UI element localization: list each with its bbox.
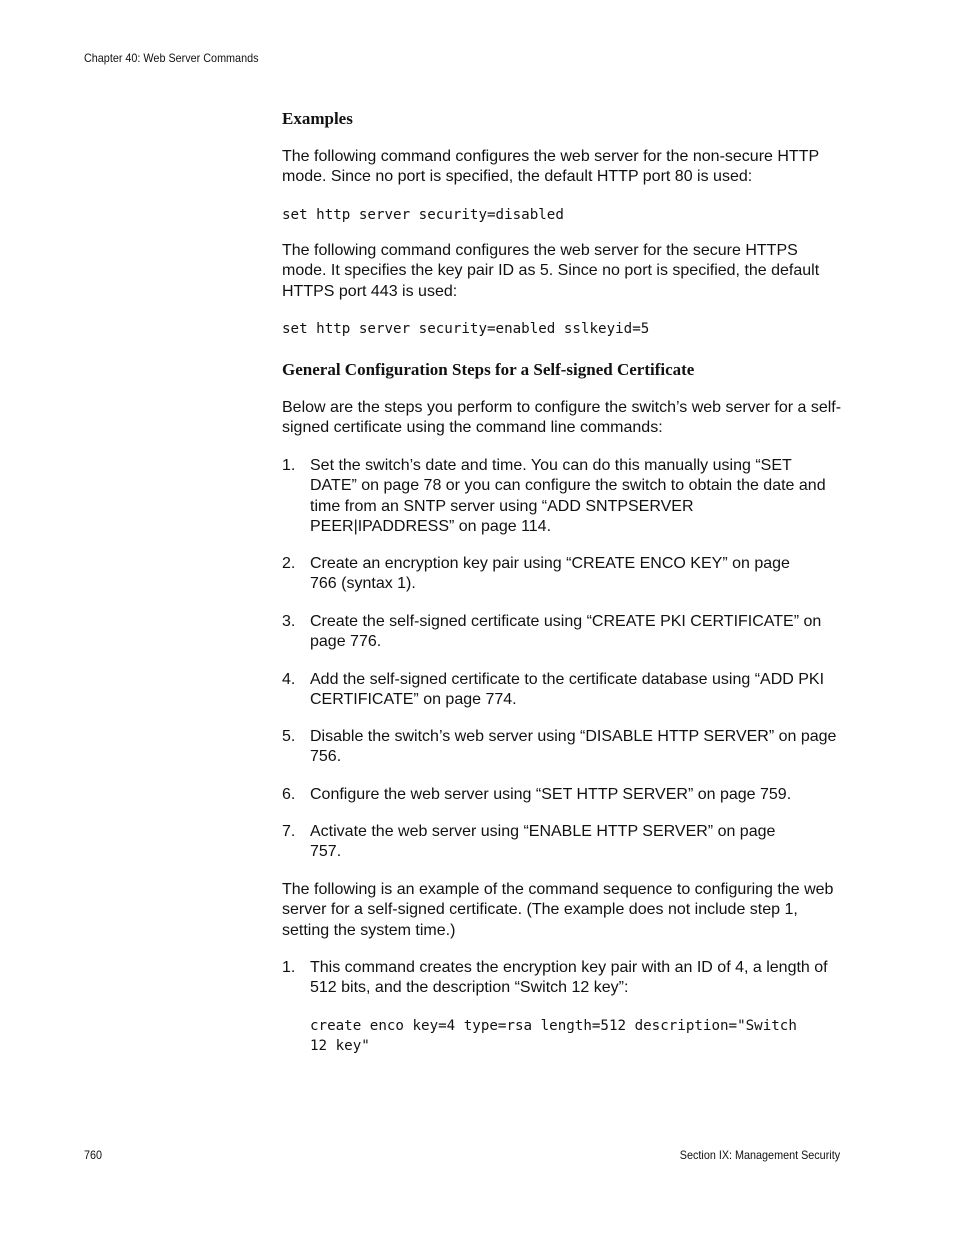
paragraph-http-example: The following command configures the web server for the non-secure HTTP mode. Since no port is specified, the default HTTP port 80 is used: [282,148,819,186]
paragraph-steps-intro: Below are the steps you perform to configure the switch’s web server for a self-signed certificate using the command line commands: [282,399,842,437]
footer-section: Section IX: Management Security [679,1148,840,1162]
list-item-number: 2. [282,555,296,572]
list-item-text: Add the self-signed certificate to the certificate database using “ADD PKI CERTIFICATE” on page 774. [310,671,825,709]
list-item-text: Disable the switch’s web server using “DISABLE HTTP SERVER” on page 756. [310,728,837,766]
code-create-enco-key: create enco key=4 type=rsa length=512 description="Switch 12 key" [310,1018,797,1054]
list-item-number: 1. [282,457,296,474]
list-item-text: This command creates the encryption key pair with an ID of 4, a length of 512 bits, and the description “Switch 12 key”: [310,959,828,997]
list-item-number: 6. [282,786,296,803]
list-item-text: Create an encryption key pair using “CREATE ENCO KEY” on page 766 (syntax 1). [310,555,790,593]
list-item-text: Set the switch’s date and time. You can do this manually using “SET DATE” on page 78 or you can configure the switch to obtain the date and time from an SNTP server using “ADD SNTPSERVER PEER|IPADDRESS” on page 114. [310,457,826,535]
paragraph-https-example: The following command configures the web server for the secure HTTPS mode. It specifies the key pair ID as 5. Since no port is specified, the default HTTPS port 443 is used: [282,242,820,300]
list-item-text: Configure the web server using “SET HTTP SERVER” on page 759. [310,786,792,803]
list-item-number: 3. [282,613,296,630]
page-number: 760 [84,1148,103,1162]
chapter-header: Chapter 40: Web Server Commands [84,51,259,65]
list-item-number: 5. [282,728,296,745]
list-item-number: 4. [282,671,296,688]
code-https-enabled: set http server security=enabled sslkeyid=5 [282,321,650,337]
general-config-heading: General Configuration Steps for a Self-signed Certificate [282,360,695,379]
list-item-text: Create the self-signed certificate using “CREATE PKI CERTIFICATE” on page 776. [310,613,822,651]
code-http-disabled: set http server security=disabled [282,207,564,223]
paragraph-sequence-intro: The following is an example of the command sequence to configuring the web server for a self-signed certificate. (The example does not include step 1, setting the system time.) [282,881,834,939]
list-item-number: 1. [282,959,296,976]
list-item-text: Activate the web server using “ENABLE HTTP SERVER” on page 757. [310,823,776,861]
examples-heading: Examples [282,109,353,128]
list-item-number: 7. [282,823,296,840]
